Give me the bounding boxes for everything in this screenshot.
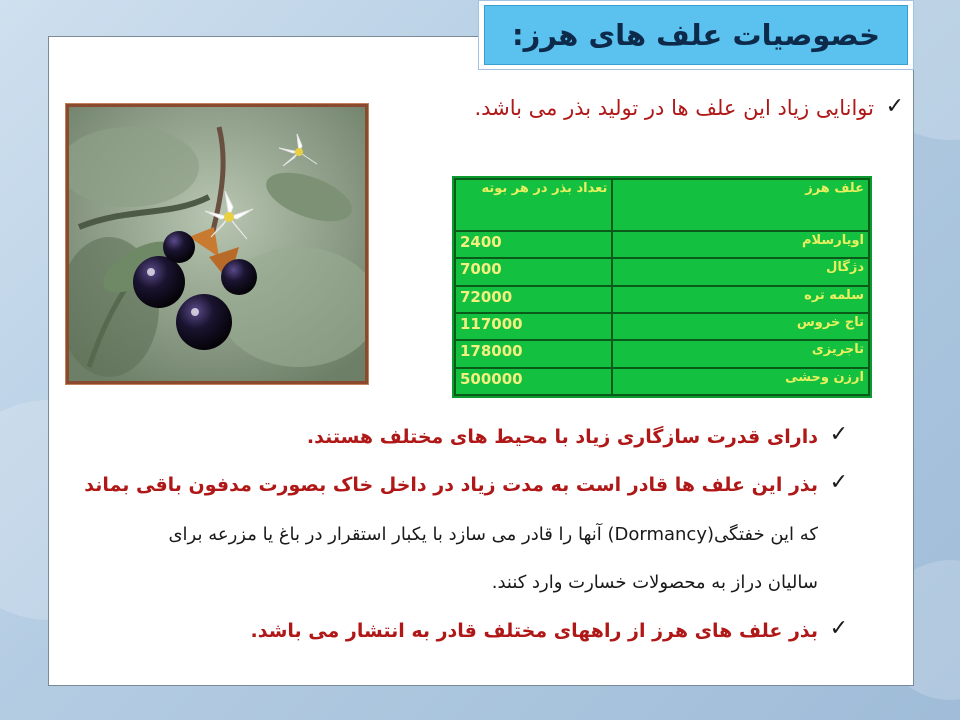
checkmark-icon: ✓ [885, 94, 904, 119]
checkmark-icon: ✓ [829, 616, 848, 641]
dormancy-text-line-3: سالیان دراز به محصولات خسارت وارد کنند. [491, 572, 818, 593]
table-row [455, 231, 869, 258]
header-seed-count: تعداد بذر در هر بوته [455, 179, 612, 231]
seed-count: 2400 [455, 231, 612, 258]
bullet-seed-production [354, 94, 904, 120]
header-weed: علف هرز [612, 179, 869, 231]
seed-count: 178000 [455, 340, 612, 367]
bullet-text: بذر علف های هرز از راههای مختلف قادر به انتشار می باشد. [250, 620, 818, 642]
bullet-dormancy [84, 470, 848, 496]
weed-name: تاج خروس [612, 313, 869, 340]
slide-title: خصوصیات علف های هرز: [511, 18, 881, 52]
bullet-text: بذر این علف ها قادر است به مدت زیاد در داخل خاک بصورت مدفون باقی بماند [84, 474, 818, 496]
table-row [455, 368, 869, 395]
checkmark-icon: ✓ [829, 422, 848, 447]
bullet-adaptability [306, 422, 848, 448]
seed-count-table [452, 176, 872, 398]
title-box [478, 0, 914, 70]
weed-name: دژگال [612, 258, 869, 285]
seed-count: 7000 [455, 258, 612, 285]
weed-name: سلمه تره [612, 286, 869, 313]
table-row [455, 313, 869, 340]
nightshade-photo [66, 104, 368, 384]
title-bar [484, 5, 908, 65]
checkmark-icon: ✓ [829, 470, 848, 495]
dormancy-text-line-2: که این خفتگی(Dormancy) آنها را قادر می سازد با یکبار استقرار در باغ یا مزرعه برای [168, 524, 818, 545]
table-header-row [455, 179, 869, 231]
weed-name: تاجریزی [612, 340, 869, 367]
bullet-text: توانایی زیاد این علف ها در تولید بذر می باشد. [474, 96, 874, 120]
table-row [455, 286, 869, 313]
seed-count: 72000 [455, 286, 612, 313]
bullet-seed-dispersal [250, 616, 848, 642]
weed-name: اویارسلام [612, 231, 869, 258]
seed-count: 500000 [455, 368, 612, 395]
seed-count: 117000 [455, 313, 612, 340]
table-row [455, 340, 869, 367]
weed-name: ارزن وحشی [612, 368, 869, 395]
table-row [455, 258, 869, 285]
bullet-text: دارای قدرت سازگاری زیاد با محیط های مختلف هستند. [306, 426, 818, 448]
